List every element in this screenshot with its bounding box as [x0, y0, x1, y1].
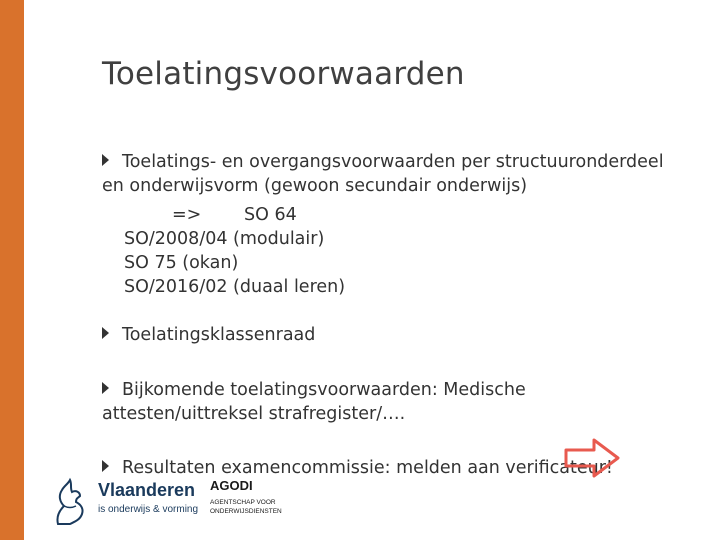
- vlaanderen-subtitle: is onderwijs & vorming: [98, 504, 199, 515]
- bullet-1-line-1: Toelatings- en overgangsvoorwaarden per structuuronderdeel: [122, 152, 664, 172]
- agodi-wordmark: AGODI: [210, 478, 253, 493]
- red-arrow-icon: [562, 436, 622, 480]
- bullet-1-ref-modulair: SO/2008/04 (modulair): [124, 229, 325, 249]
- bullet-4-text: Resultaten examencommissie: melden aan verificateur!: [122, 458, 613, 478]
- agodi-subtitle-line-2: ONDERWIJSDIENSTEN: [210, 508, 282, 515]
- bullet-1: [102, 150, 702, 198]
- slide-title: Toelatingsvoorwaarden: [102, 56, 465, 92]
- bullet-3: [102, 378, 702, 426]
- triangle-bullet-icon: [102, 382, 109, 394]
- side-accent-bar: [0, 0, 24, 540]
- agodi-subtitle-line-1: AGENTSCHAP VOOR: [210, 499, 276, 506]
- bullet-1-arrow-text: =>: [172, 205, 202, 225]
- agodi-subtitle: [210, 498, 300, 516]
- bullet-1-ref-okan: SO 75 (okan): [124, 253, 239, 273]
- triangle-bullet-icon: [102, 154, 109, 166]
- flemish-lion-icon: [50, 476, 90, 528]
- bullet-1-ref-duaal: SO/2016/02 (duaal leren): [124, 277, 346, 297]
- bullet-3-line-2: attesten/uittreksel strafregister/….: [102, 404, 406, 424]
- bullet-1-line-2: en onderwijsvorm (gewoon secundair onderwijs): [102, 176, 528, 196]
- triangle-bullet-icon: [102, 327, 109, 339]
- bullet-2: [102, 323, 315, 347]
- bullet-2-text: Toelatingsklassenraad: [122, 325, 316, 345]
- footer-logo: [50, 474, 290, 530]
- bullet-1-ref-so64: SO 64: [244, 205, 297, 225]
- bullet-3-line-1: Bijkomende toelatingsvoorwaarden: Medische: [122, 380, 526, 400]
- vlaanderen-wordmark: Vlaanderen: [98, 480, 196, 500]
- triangle-bullet-icon: [102, 460, 109, 472]
